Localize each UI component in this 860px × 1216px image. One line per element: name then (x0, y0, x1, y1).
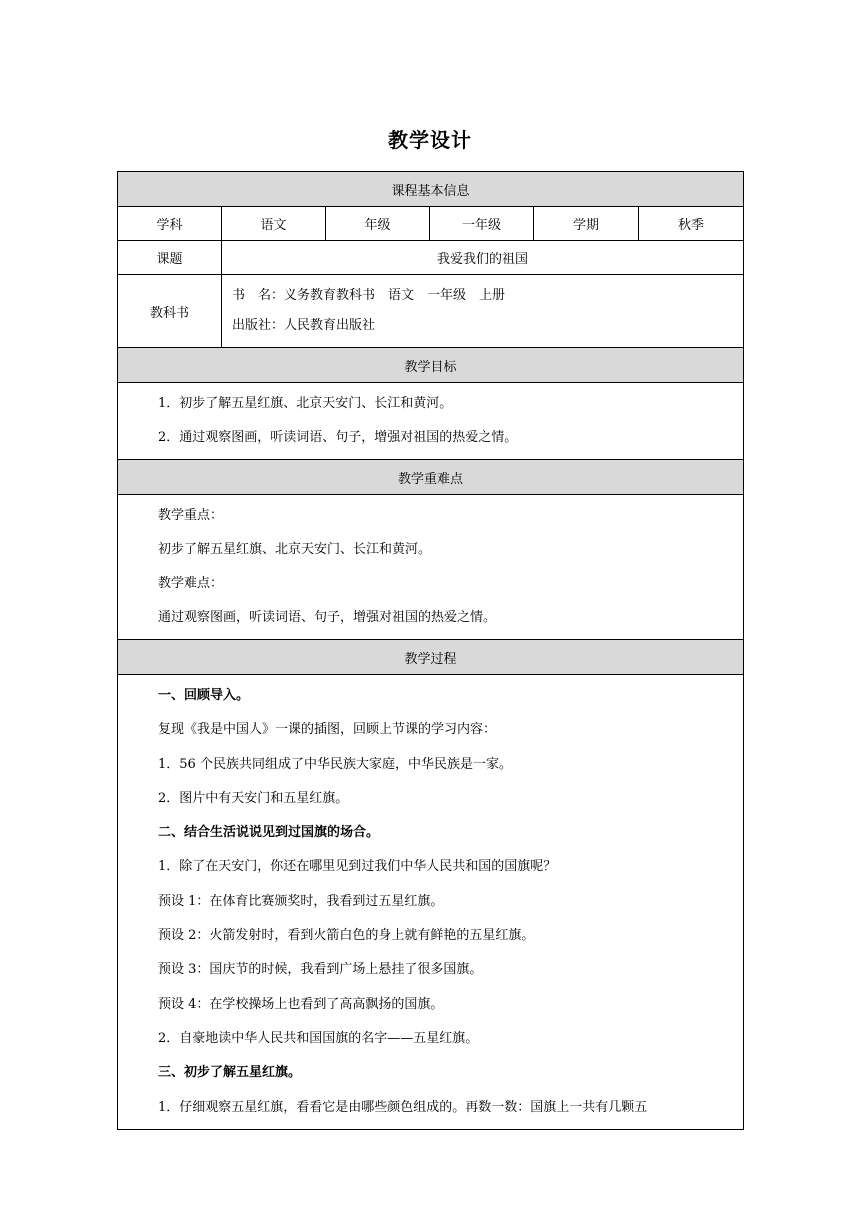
key-points-content (118, 495, 744, 640)
objective-item: 2．通过观察图画，听读词语、句子，增强对祖国的热爱之情。 (158, 430, 518, 445)
key-point-line: 教学难点： (158, 576, 224, 591)
subject-value: 语文 (222, 207, 326, 241)
objectives-content (118, 383, 744, 460)
term-value: 秋季 (639, 207, 744, 241)
key-point-line: 教学重点： (158, 508, 224, 523)
textbook-info (222, 275, 744, 348)
objective-item: 1．初步了解五星红旗、北京天安门、长江和黄河。 (158, 396, 453, 411)
topic-label: 课题 (118, 241, 222, 275)
process-content (118, 675, 744, 1130)
process-line: 预设 3：国庆节的时候，我看到广场上悬挂了很多国旗。 (158, 962, 483, 978)
process-line: 1．56 个民族共同组成了中华民族大家庭，中华民族是一家。 (158, 756, 512, 772)
lesson-plan-table (117, 171, 744, 1130)
process-section-heading: 二、结合生活说说见到过国旗的场合。 (158, 825, 380, 841)
process-line: 1．除了在天安门，你还在哪里见到过我们中华人民共和国的国旗呢？ (158, 859, 557, 875)
basic-info-header: 课程基本信息 (118, 172, 744, 207)
process-line: 复现《我是中国人》一课的插图，回顾上节课的学习内容： (158, 722, 497, 738)
process-header: 教学过程 (118, 640, 744, 675)
process-lines (158, 679, 735, 1125)
textbook-publisher-line: 出版社：人民教育出版社 (232, 318, 376, 333)
process-line: 1．仔细观察五星红旗，看看它是由哪些颜色组成的。再数一数：国旗上一共有几颗五 (158, 1099, 648, 1115)
topic-value: 我爱我们的祖国 (222, 241, 744, 275)
objectives-header: 教学目标 (118, 348, 744, 383)
key-points-header: 教学重难点 (118, 460, 744, 495)
key-point-line: 通过观察图画，听读词语、句子，增强对祖国的热爱之情。 (158, 610, 497, 625)
process-line: 2．自豪地读中华人民共和国国旗的名字——五星红旗。 (158, 1030, 479, 1046)
process-line: 预设 4：在学校操场上也看到了高高飘扬的国旗。 (158, 996, 444, 1012)
process-section-heading: 一、回顾导入。 (158, 688, 250, 703)
process-line: 2．图片中有天安门和五星红旗。 (158, 790, 349, 806)
process-section-heading: 三、初步了解五星红旗。 (158, 1065, 302, 1081)
grade-label: 年级 (326, 207, 430, 241)
textbook-name-line: 书 名：义务教育教科书 语文 一年级 上册 (232, 288, 506, 303)
grade-value: 一年级 (430, 207, 534, 241)
textbook-label: 教科书 (118, 275, 222, 348)
term-label: 学期 (534, 207, 639, 241)
document-title: 教学设计 (388, 128, 472, 152)
process-line: 预设 2：火箭发射时，看到火箭白色的身上就有鲜艳的五星红旗。 (158, 928, 535, 944)
key-point-line: 初步了解五星红旗、北京天安门、长江和黄河。 (158, 542, 432, 557)
process-line: 预设 1：在体育比赛颁奖时，我看到过五星红旗。 (158, 893, 444, 909)
subject-label: 学科 (118, 207, 222, 241)
